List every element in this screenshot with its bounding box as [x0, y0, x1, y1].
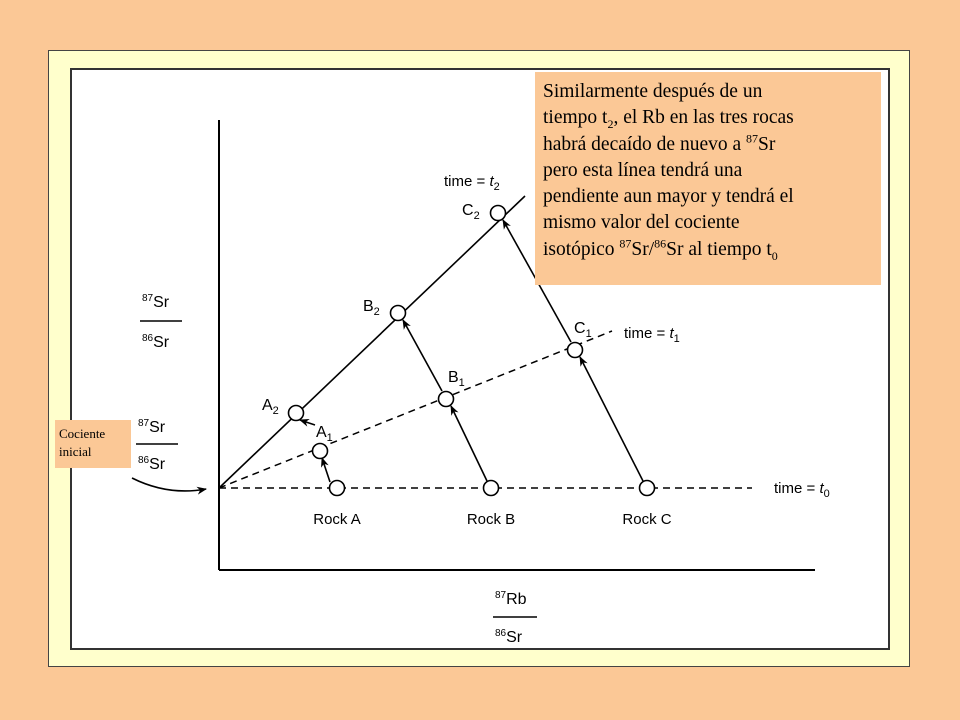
- arrow-rock-b-to-b1: [451, 406, 487, 481]
- point-rock-c: [640, 481, 655, 496]
- callout-line-4: pero esta línea tendrá una: [543, 159, 743, 181]
- explanation-callout: [535, 72, 881, 285]
- arrow-rock-a-to-a1: [322, 458, 330, 482]
- label-isochron-t2: time = $t_2$: [444, 173, 500, 193]
- initial-ratio-arrow: [132, 478, 206, 491]
- label-c2: $C_2$: [462, 202, 480, 222]
- point-a1: [313, 444, 328, 459]
- point-rock-b: [484, 481, 499, 496]
- initial-ratio-label-line2: inicial: [59, 444, 92, 459]
- label-rock-a: Rock A: [313, 511, 361, 528]
- svg-text:87Rb: $^{87}$Rb: [495, 590, 527, 608]
- arrow-rock-c-to-c1: [580, 357, 643, 481]
- initial-ratio-fraction: [136, 418, 178, 473]
- svg-text:87Sr: $^{87}$Sr: [142, 293, 170, 311]
- arrow-b1-to-b2: [403, 320, 442, 391]
- initial-ratio-label: [55, 420, 131, 468]
- callout-line-5: pendiente aun mayor y tendrá el: [543, 186, 794, 208]
- point-c1: [568, 343, 583, 358]
- label-isochron-t0: time = $t_0$: [774, 480, 830, 500]
- x-axis-label: [493, 590, 537, 646]
- point-rock-a: [330, 481, 345, 496]
- y-axis-label: [140, 293, 182, 351]
- svg-text:87Sr: $^{87}$Sr: [138, 418, 166, 436]
- point-c2: [491, 206, 506, 221]
- point-b1: [439, 392, 454, 407]
- callout-line-6: mismo valor del cociente: [543, 212, 740, 234]
- label-rock-b: Rock B: [466, 511, 516, 528]
- label-rock-c: Rock C: [622, 511, 672, 528]
- arrow-a1-to-a2: [300, 420, 315, 425]
- point-b2: [391, 306, 406, 321]
- label-a1: $A_1$: [316, 424, 333, 444]
- label-b2: $B_2$: [363, 298, 380, 318]
- initial-ratio-label-line1: Cociente: [59, 426, 106, 441]
- label-a2: $A_2$: [262, 397, 279, 417]
- callout-line-2: tiempo $t_2$, el Rb en las tres rocas: [543, 107, 794, 132]
- isochron-t2-line: [219, 196, 525, 488]
- svg-text:86Sr: $^{86}$Sr: [495, 628, 523, 646]
- svg-text:86Sr: $^{86}$Sr: [142, 333, 170, 351]
- label-c1: $C_1$: [574, 320, 592, 340]
- svg-text:86Sr: $^{86}$Sr: [138, 455, 166, 473]
- callout-line-1: Similarmente después de un: [543, 81, 763, 102]
- label-isochron-t1: time = $t_1$: [624, 325, 680, 345]
- point-a2: [289, 406, 304, 421]
- label-b1: $B_1$: [448, 369, 465, 389]
- callout-line-7: isotópico $^{87}$Sr/$^{86}$Sr al tiempo $t_0$: [543, 236, 778, 263]
- callout-line-3: habrá decaído de nuevo a $^{87}$Sr: [543, 131, 776, 155]
